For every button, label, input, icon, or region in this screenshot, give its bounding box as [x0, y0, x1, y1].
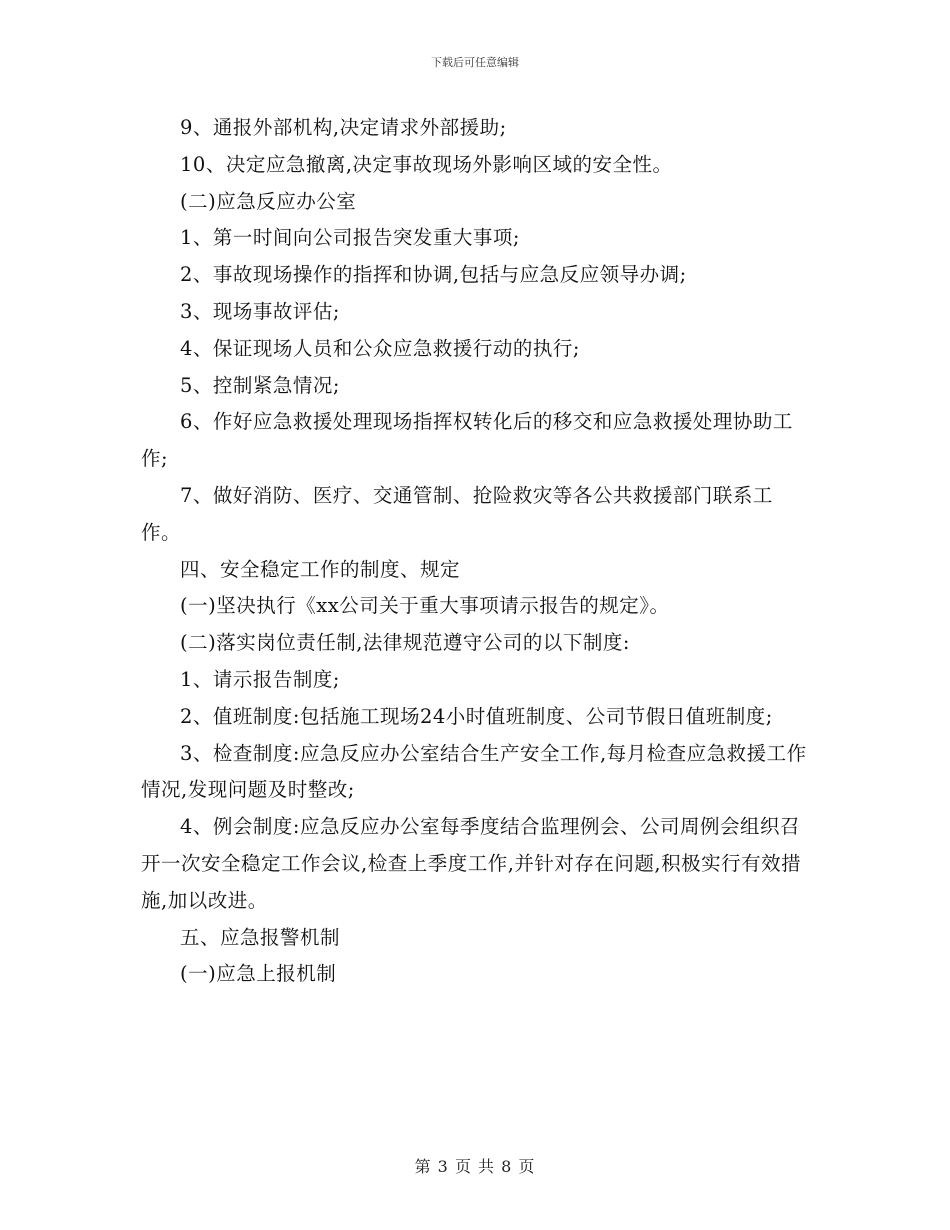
paragraph: 1、第一时间向公司报告突发重大事项;	[180, 226, 520, 250]
paragraph: 9、通报外部机构,决定请求外部援助;	[180, 116, 507, 139]
section-heading: 五、应急报警机制	[180, 925, 341, 949]
page-footer: 第 3 页 共 8 页	[414, 1157, 536, 1176]
paragraph: 6、作好应急救援处理现场指挥权转化后的移交和应急救援处理协助工作;	[141, 410, 793, 471]
paragraph: 4、例会制度:应急反应办公室每季度结合监理例会、公司周例会组织召开一次安全稳定工作会议,检查上季度工作,并针对存在问题,积极实行有效措施,加以改进。	[141, 815, 802, 912]
paragraph: 4、保证现场人员和公众应急救援行动的执行;	[180, 336, 580, 360]
paragraph: (二)落实岗位责任制,法律规范遵守公司的以下制度:	[180, 631, 630, 655]
paragraph: 2、值班制度:包括施工现场24小时值班制度、公司节假日值班制度;	[180, 704, 773, 728]
section-heading: 四、安全稳定工作的制度、规定	[180, 557, 461, 581]
paragraph: 2、事故现场操作的指挥和协调,包括与应急反应领导办调;	[180, 263, 687, 287]
document-body	[141, 110, 809, 993]
page-header: 下载后可任意编辑	[431, 56, 519, 69]
paragraph: 3、现场事故评估;	[180, 299, 340, 323]
section-heading: (二)应急反应办公室	[180, 189, 357, 213]
paragraph: 7、做好消防、医疗、交通管制、抢险救灾等各公共救援部门联系工作。	[141, 483, 773, 544]
section-heading: (一)应急上报机制	[180, 962, 337, 986]
paragraph: 3、检查制度:应急反应办公室结合生产安全工作,每月检查应急救援工作情况,发现问题及时整改;	[141, 741, 807, 802]
paragraph: 5、控制紧急情况;	[180, 373, 340, 397]
paragraph: (一)坚决执行《xx公司关于重大事项请示报告的规定》。	[180, 594, 670, 618]
paragraph: 10、决定应急撤离,决定事故现场外影响区域的安全性。	[180, 152, 673, 176]
paragraph: 1、请示报告制度;	[180, 667, 340, 691]
